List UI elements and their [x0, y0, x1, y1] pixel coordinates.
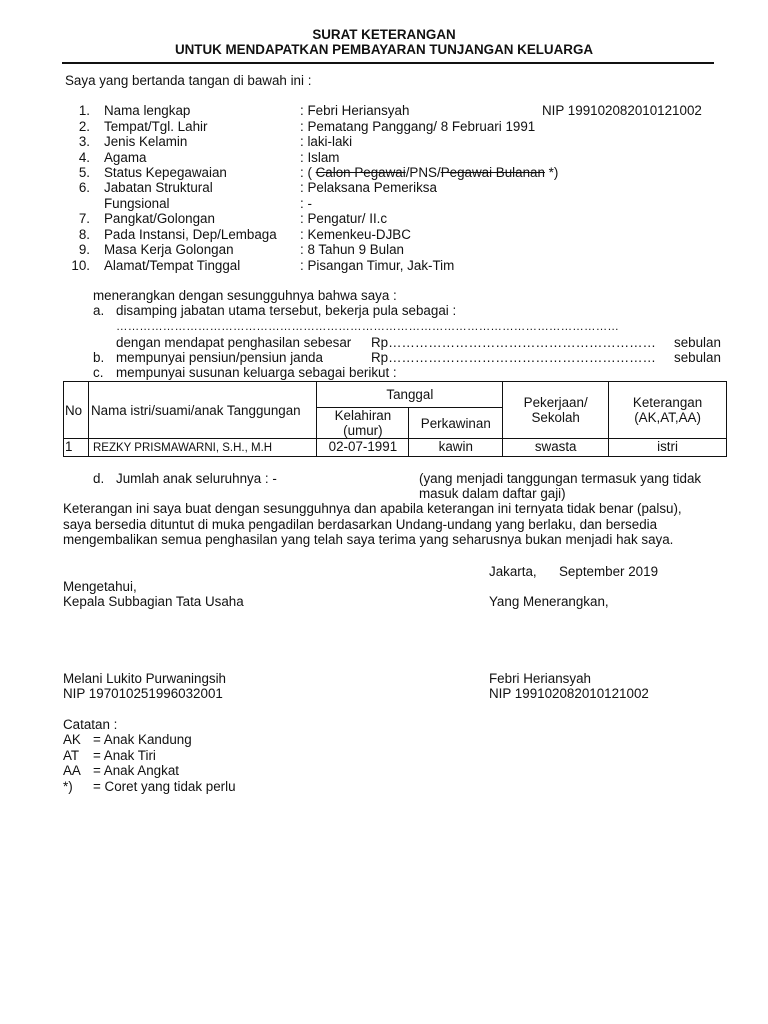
field-value: : Pelaksana Pemeriksa [300, 180, 437, 195]
notes-title: Catatan : [63, 717, 118, 732]
sebulan-label: sebulan [674, 335, 721, 350]
note-desc: = Anak Tiri [93, 748, 156, 763]
field-label: Fungsional [104, 196, 170, 211]
struck-option: Pegawai Bulanan [440, 165, 545, 180]
field-num: 2. [78, 119, 90, 134]
item-d-letter: d. [93, 471, 105, 486]
field-num: 1. [78, 103, 90, 118]
closing-line: saya bersedia dituntut di muka pengadilan berdasarkan Undang-undang yang berlaku, dan bersedia [63, 517, 658, 532]
family-table [63, 381, 727, 457]
closing-line: mengembalikan semua penghasilan yang telah saya terima yang seharusnya bukan menjadi hak saya. [63, 532, 674, 547]
cell-kelahiran: 02-07-1991 [317, 439, 409, 457]
item-a-text: disamping jabatan utama tersebut, bekerja pula sebagai : [116, 303, 457, 318]
note-desc: = Anak Angkat [93, 763, 179, 778]
left-sign-line2: Kepala Subbagian Tata Usaha [63, 594, 244, 609]
right-sign-line1: Yang Menerangkan, [489, 594, 609, 609]
field-label: Jabatan Struktural [104, 180, 213, 195]
cell-keterangan: istri [609, 439, 727, 457]
field-label: Alamat/Tempat Tinggal [104, 258, 241, 273]
dotted-line: ………………………………………………………………………………………………………………… [116, 321, 620, 333]
rp-dotted: Rp…………………………………………………… [371, 335, 656, 350]
status-value: : ( Calon Pegawai/PNS/Pegawai Bulanan *) [300, 165, 559, 180]
field-value: : laki-laki [300, 134, 353, 149]
field-value: : Islam [300, 150, 340, 165]
item-d-text: Jumlah anak seluruhnya : - [116, 471, 277, 486]
statement-lead: menerangkan dengan sesungguhnya bahwa saya : [93, 288, 397, 303]
place-date: September 2019 [559, 564, 659, 579]
field-value: : Febri Heriansyah [300, 103, 410, 118]
header-rule [62, 62, 714, 64]
intro-text: Saya yang bertanda tangan di bawah ini : [65, 73, 312, 88]
income-label: dengan mendapat penghasilan sebesar [116, 335, 352, 350]
field-num: 7. [78, 211, 90, 226]
item-c-letter: c. [93, 365, 104, 380]
header-kelahiran: Kelahiran (umur) [317, 408, 409, 439]
item-b-letter: b. [93, 350, 105, 365]
item-b-text: mempunyai pensiun/pensiun janda [116, 350, 323, 365]
field-label: Jenis Kelamin [104, 134, 188, 149]
field-label: Agama [104, 150, 147, 165]
field-num: 5. [78, 165, 90, 180]
field-num: 6. [78, 180, 90, 195]
table-row [64, 439, 727, 457]
field-num: 9. [78, 242, 90, 257]
field-value: : Pisangan Timur, Jak-Tim [300, 258, 455, 273]
right-sign-name: Febri Heriansyah [489, 671, 591, 686]
left-sign-line1: Mengetahui, [63, 579, 137, 594]
header-keterangan: Keterangan (AK,AT,AA) [609, 382, 727, 439]
rp-dotted: Rp…………………………………………………… [371, 350, 656, 365]
cell-perkawinan: kawin [409, 439, 503, 457]
field-value: : 8 Tahun 9 Bulan [300, 242, 404, 257]
item-d-note: masuk dalam daftar gaji) [419, 486, 566, 501]
place-city: Jakarta, [489, 564, 537, 579]
item-c-text: mempunyai susunan keluarga sebagai berikut : [116, 365, 397, 380]
note-code: AK [63, 732, 81, 747]
field-label: Nama lengkap [104, 103, 191, 118]
document-subtitle: UNTUK MENDAPATKAN PEMBAYARAN TUNJANGAN KELUARGA [174, 42, 594, 57]
field-value: : Kemenkeu-DJBC [300, 227, 411, 242]
item-d-note: (yang menjadi tanggungan termasuk yang tidak [419, 471, 702, 486]
header-perkawinan: Perkawinan [409, 408, 503, 439]
field-label: Pangkat/Golongan [104, 211, 215, 226]
sebulan-label: sebulan [674, 350, 721, 365]
header-tanggal: Tanggal [317, 382, 503, 408]
cell-nama: REZKY PRISMAWARNI, S.H., M.H [88, 439, 316, 457]
field-num: 3. [78, 134, 90, 149]
nip-top: NIP 199102082010121002 [542, 103, 702, 118]
field-num: 8. [78, 227, 90, 242]
note-code: AA [63, 763, 81, 778]
document-title: SURAT KETERANGAN [312, 27, 456, 42]
closing-line: Keterangan ini saya buat dengan sesungguhnya dan apabila keterangan ini ternyata tidak benar (palsu), [63, 501, 682, 516]
field-label: Masa Kerja Golongan [104, 242, 234, 257]
note-desc: = Anak Kandung [93, 732, 192, 747]
cell-pekerjaan: swasta [503, 439, 609, 457]
field-num: 4. [78, 150, 90, 165]
struck-option: Calon Pegawai [315, 165, 406, 180]
field-value: : Pematang Panggang/ 8 Februari 1991 [300, 119, 536, 134]
left-sign-nip: NIP 197010251996032001 [63, 686, 223, 701]
field-label: Tempat/Tgl. Lahir [104, 119, 208, 134]
table-header-row [64, 382, 727, 408]
cell-no: 1 [64, 439, 89, 457]
header-nama: Nama istri/suami/anak Tanggungan [88, 382, 316, 439]
field-value: : Pengatur/ II.c [300, 211, 388, 226]
header-pekerjaan: Pekerjaan/ Sekolah [503, 382, 609, 439]
header-no: No [64, 382, 89, 439]
field-num: 10. [71, 258, 90, 273]
note-desc: = Coret yang tidak perlu [93, 779, 236, 794]
right-sign-nip: NIP 199102082010121002 [489, 686, 649, 701]
note-code: AT [63, 748, 80, 763]
note-code: *) [63, 779, 73, 794]
left-sign-name: Melani Lukito Purwaningsih [63, 671, 227, 686]
item-a-letter: a. [93, 303, 105, 318]
field-value: : - [300, 196, 312, 211]
field-label: Status Kepegawaian [104, 165, 227, 180]
field-label: Pada Instansi, Dep/Lembaga [104, 227, 277, 242]
